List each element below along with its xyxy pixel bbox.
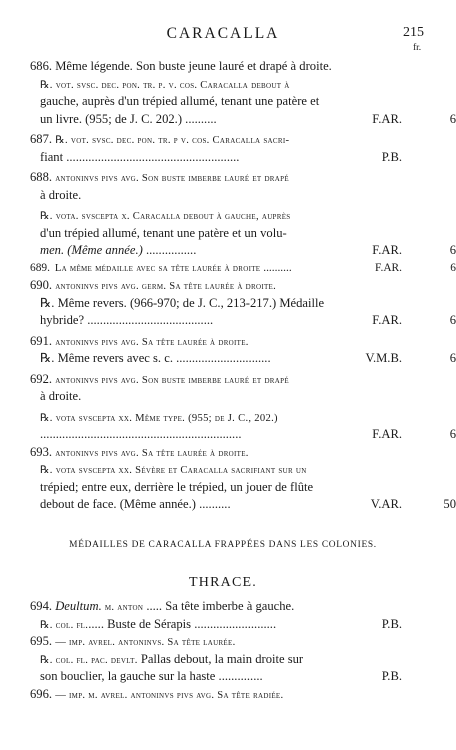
- entry-692: [30, 371, 456, 444]
- description-line: un livre. (955; de J. C. 202.): [40, 111, 183, 126]
- description-line: à droite.: [40, 187, 82, 202]
- description-line: Pallas debout, la main droite sur: [140, 651, 304, 666]
- entry-number: 687.: [30, 132, 53, 146]
- entry-693: [30, 444, 456, 514]
- reverse-legend: ℞. vot. svsc. dec. pon. tr. p. v. cos. Caracalla debout à: [40, 79, 290, 91]
- entry-number: 694.: [30, 599, 53, 613]
- running-header-title: CARACALLA: [166, 25, 280, 42]
- obverse-text: antoninvs pivs avg. Son buste imberbe lauré et drapé: [55, 173, 289, 184]
- price: 6: [449, 313, 456, 327]
- description-line: à droite.: [40, 389, 82, 403]
- dot-leader: ..........: [195, 497, 231, 511]
- rarity-rating: V.M.B.: [365, 351, 402, 365]
- rarity-rating: V.AR.: [370, 497, 402, 511]
- price: 6: [449, 427, 456, 441]
- dot-leader: .....: [143, 599, 163, 613]
- dot-leader: ..........: [260, 261, 292, 274]
- description-line: son bouclier, la gauche sur la haste: [40, 669, 216, 683]
- description-line: debout de face. (Même année.): [40, 497, 196, 511]
- entry-691: [30, 333, 456, 368]
- rarity-rating: F.AR.: [372, 313, 402, 327]
- description-line: ℞. Même revers. (966-970; de J. C., 213-217.) Médaille: [40, 295, 325, 310]
- obverse-text: antoninvs pivs avg. Sa tête laurée à droite.: [55, 336, 249, 348]
- dot-leader: .......................................................: [63, 149, 240, 164]
- description-line: La même médaille avec sa tête laurée à droite: [54, 262, 261, 274]
- entry-689: [30, 260, 456, 278]
- rarity-rating: F.AR.: [372, 243, 402, 257]
- region-heading: THRACE.: [189, 575, 257, 590]
- description-line: hybride?: [40, 313, 85, 327]
- dot-leader: ........................................: [84, 313, 214, 327]
- rarity-rating: P.B.: [381, 149, 402, 164]
- price: 6: [449, 111, 456, 126]
- obverse-text: — imp. m. avrel. antoninvs pivs avg. Sa tête radiée.: [55, 689, 284, 701]
- entry-number: 686.: [30, 59, 53, 73]
- obverse-text: — imp. avrel. antoninvs. Sa tête laurée.: [55, 637, 236, 648]
- dot-leader: ................: [142, 243, 197, 257]
- obverse-text: antoninvs pivs avg. Son buste imberbe lauré et drapé: [55, 374, 289, 386]
- rarity-rating: F.AR.: [372, 111, 402, 126]
- dot-leader: ................................................................: [40, 427, 242, 441]
- entry-number: 688.: [30, 170, 53, 184]
- dot-leader: ..............................: [172, 351, 271, 365]
- entry-number: 690.: [30, 278, 53, 292]
- description-line: men. (Même année.): [40, 243, 143, 257]
- entry-number: 693.: [30, 444, 53, 459]
- entry-number: 696.: [30, 686, 53, 701]
- reverse-legend: ℞. col. fl.: [40, 619, 89, 631]
- page-note: fr.: [413, 43, 422, 53]
- rarity-rating: P.B.: [381, 616, 402, 631]
- obverse-text: antoninvs pivs avg. Sa tête laurée à droite.: [55, 447, 249, 459]
- reverse-legend: ℞. vot. svsc. dec. pon. tr. p v. cos. Caracalla sacri-: [55, 135, 290, 146]
- rarity-rating: F.AR.: [375, 261, 402, 274]
- city-name: Deultum.: [55, 599, 102, 613]
- dot-leader: ..............: [215, 669, 263, 683]
- obverse-text: Même légende. Son buste jeune lauré et drapé à droite.: [55, 59, 332, 73]
- reverse-legend: ℞. vota svscepta xx. Même type. (955; de J. C., 202.): [40, 412, 278, 424]
- description-line: ℞. Même revers avec s. c.: [40, 351, 173, 365]
- entry-686: [30, 58, 456, 128]
- dot-leader: .....: [88, 616, 104, 631]
- colony-entries: [30, 598, 410, 703]
- description-line: d'un trépied allumé, tenant une patère et un volu-: [40, 225, 287, 240]
- entry-688: [30, 169, 456, 260]
- description-line: fiant: [40, 149, 64, 164]
- reverse-legend: ℞. vota. svscepta x. Caracalla debout à gauche, auprès: [40, 211, 291, 222]
- price: 6: [450, 261, 456, 274]
- price: 6: [449, 243, 456, 257]
- price: 6: [449, 351, 456, 365]
- entry-number: 695.: [30, 634, 53, 648]
- entry-694: [30, 598, 410, 633]
- dot-leader: ..........: [182, 111, 217, 126]
- section-heading: MÉDAILLES DE CARACALLA FRAPPÉES DANS LES COLONIES.: [69, 540, 377, 550]
- obverse-text: antoninvs pivs avg. germ. Sa tête laurée à droite.: [55, 281, 277, 292]
- description-line: trépied; entre eux, derrière le trépied, un jouer de flûte: [40, 479, 314, 494]
- reverse-legend: ℞. col. fl. pac. devlt.: [40, 654, 138, 666]
- reverse-legend: ℞. vota svscepta xx. Sévère et Caracalla sacrifiant sur un: [40, 465, 307, 476]
- entry-number: 692.: [30, 371, 53, 386]
- rarity-rating: P.B.: [381, 669, 402, 683]
- rarity-rating: F.AR.: [372, 427, 402, 441]
- description-line: gauche, auprès d'un trépied allumé, tenant une patère et: [40, 94, 320, 108]
- entry-695: [30, 633, 410, 686]
- dot-leader: ..........................: [191, 616, 277, 631]
- description-line: Buste de Sérapis: [107, 616, 192, 631]
- entry-number: 691.: [30, 333, 53, 348]
- catalogue-entries: [30, 58, 456, 514]
- obverse-text: Sa tête imberbe à gauche.: [165, 599, 295, 613]
- entry-696: [30, 686, 410, 704]
- entry-687: [30, 131, 410, 166]
- price: 50: [443, 497, 456, 511]
- entry-number: 689.: [30, 261, 50, 274]
- obverse-legend: m. anton: [104, 602, 144, 613]
- entry-690: [30, 277, 456, 330]
- page-number: 215: [403, 25, 424, 40]
